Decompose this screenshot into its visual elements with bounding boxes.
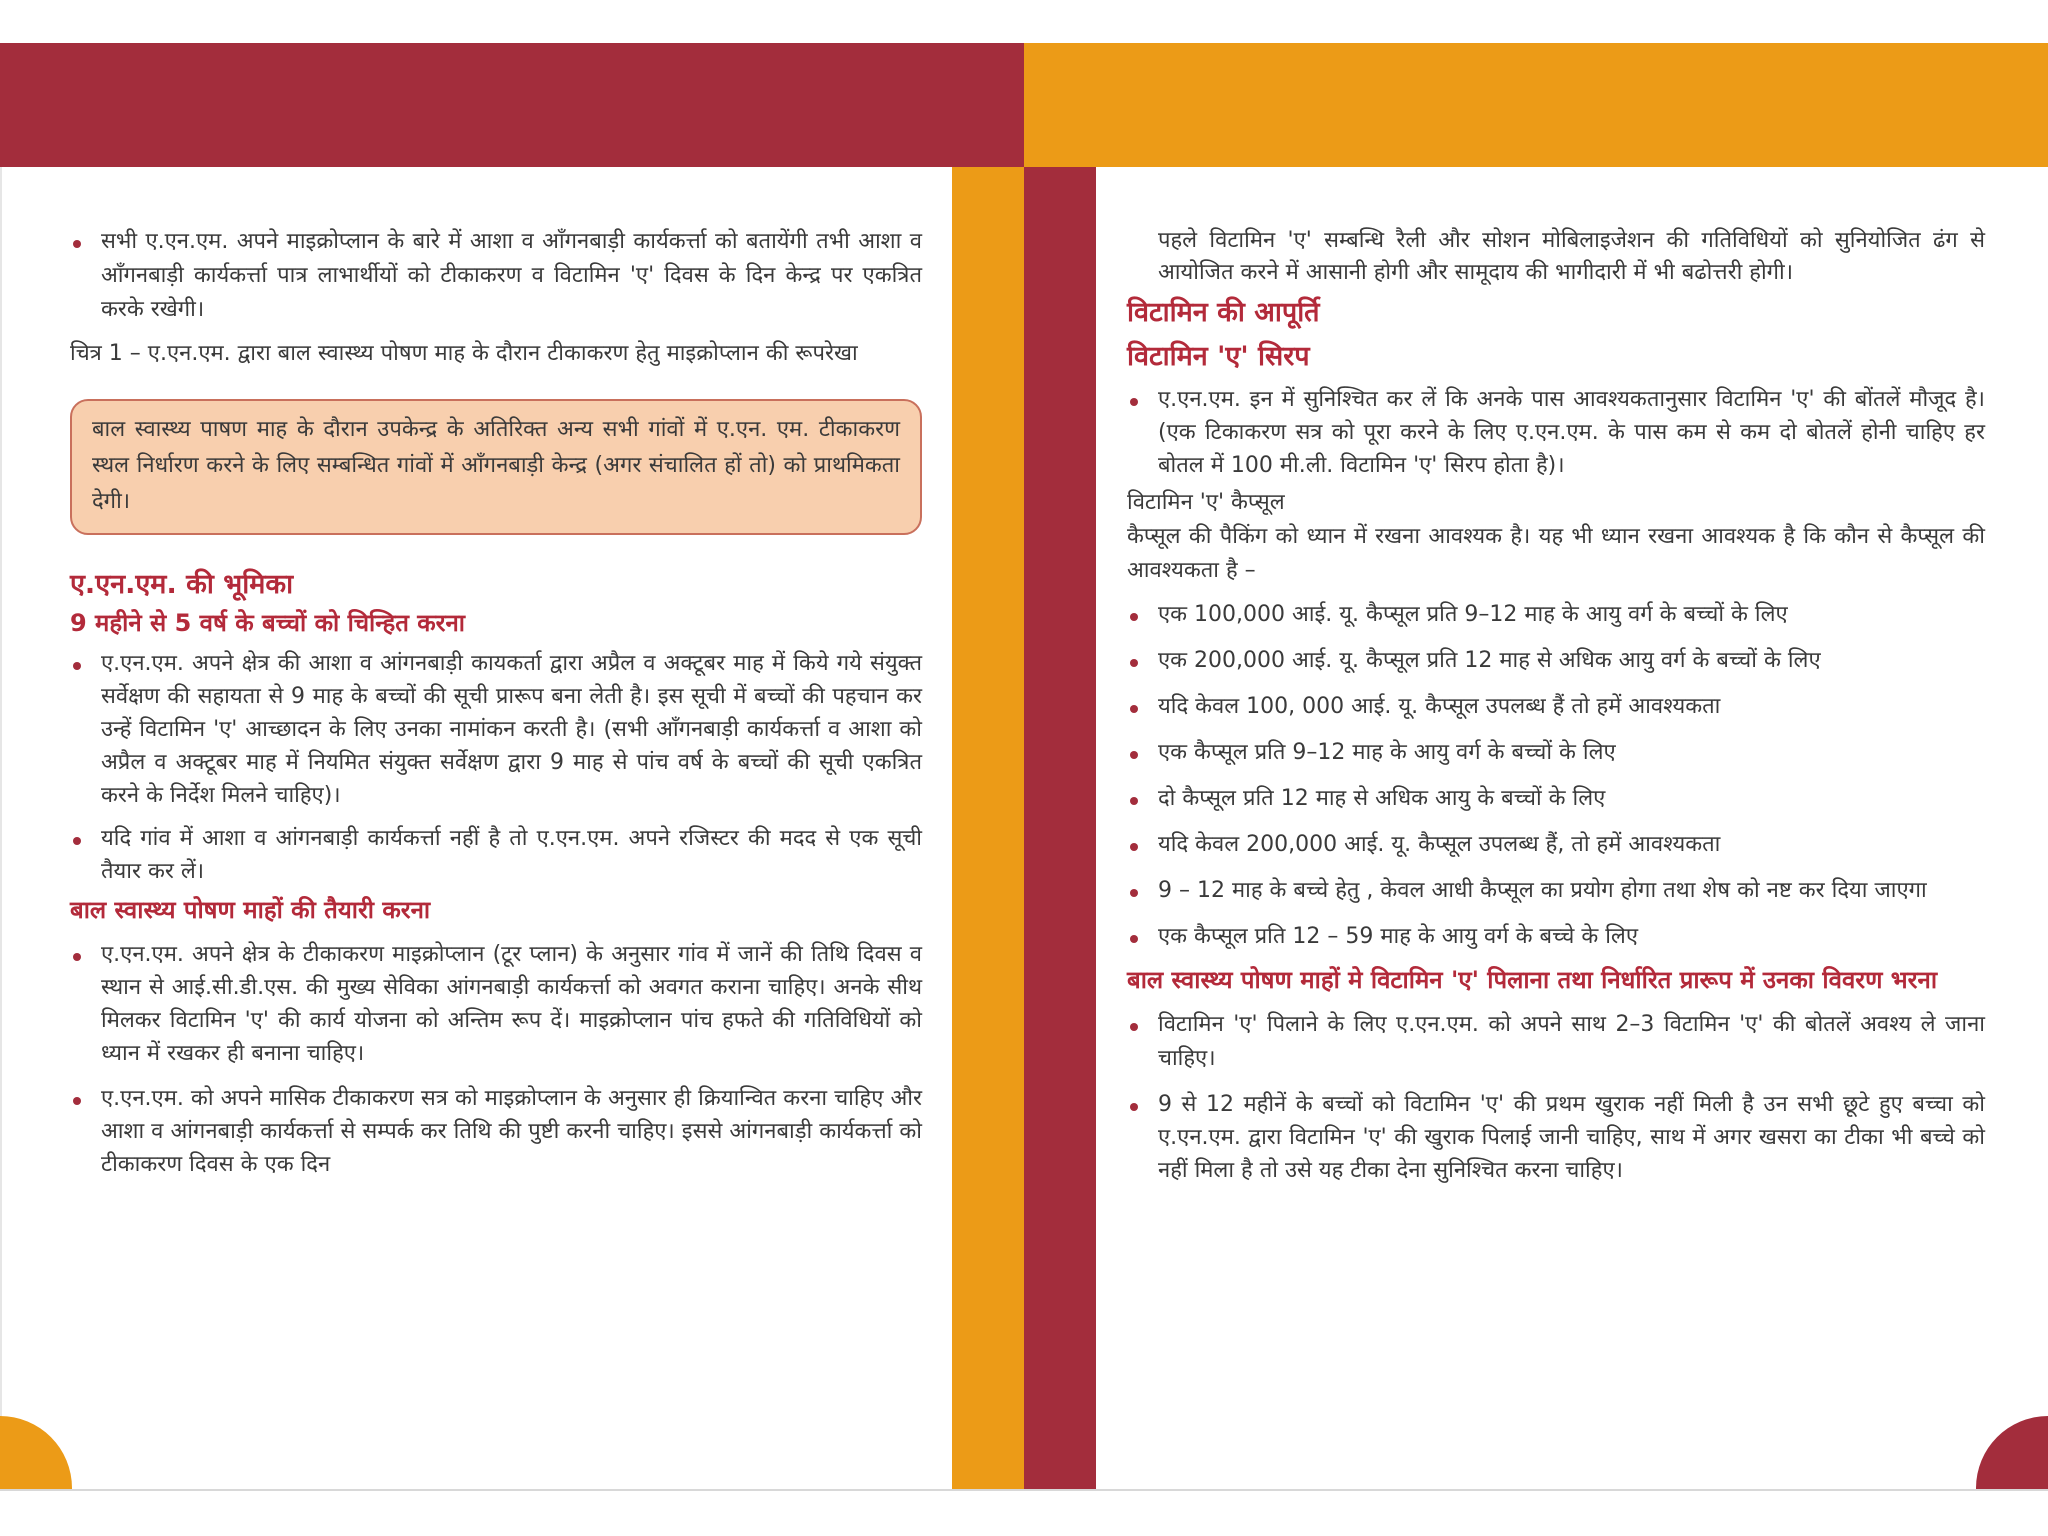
section-heading-vitamin-supply: विटामिन की आपूर्ति [1127,297,1320,328]
capsule-list [1127,598,1985,954]
capsule-note: कैप्सूल की पैकिंग को ध्यान में रखना आवश्यक है। यह भी ध्यान रखना आवश्यक है कि कौन से कैप्सूल की आवश्यकता है – [1127,524,1985,583]
capsule-label: विटामिन 'ए' कैप्सूल [1127,490,1285,515]
gutter-strip-orange [952,167,1024,1489]
page-edge [0,167,2,1489]
identify-list [70,647,922,888]
intro-list [70,225,922,327]
list-item: एक कैप्सूल प्रति 12 – 59 माह के आयु वर्ग के बच्चे के लिए [1127,920,1985,954]
list-item: ए.एन.एम. इन में सुनिश्चित कर लें कि अनके पास आवश्यकतानुसार विटामिन 'ए' की बोंतलें मौजूद है। (एक टिकाकरण सत्र को पूरा करने के लिए ए.एन.एम. के पास कम से कम दो बोतलें होनी चाहिए हर बोतल में 100 मी.ली. विटामिन 'ए' सिरप होता है)। [1127,383,1985,482]
list-item: दो कैप्सूल प्रति 12 माह से अधिक आयु के बच्चों के लिए [1127,782,1985,816]
feeding-list [1127,1008,1985,1187]
callout-box: बाल स्वास्थ्य पाषण माह के दौरान उपकेन्द्र के अतिरिक्त अन्य सभी गांवों में ए.एन. एम. टीकाकरण स्थल निर्धारण करने के लिए सम्बन्धित गांवों में आँगनबाड़ी केन्द्र (अगर संचालित हों तो) को प्राथमिकता देगी। [70,399,922,535]
list-item: यदि गांव में आशा व आंगनबाड़ी कार्यकर्त्ता नहीं है तो ए.एन.एम. अपने रजिस्टर की मदद से एक सूची तैयार कर लें। [70,822,922,888]
figure-caption: चित्र 1 – ए.एन.एम. द्वारा बाल स्वास्थ्य पोषण माह के दौरान टीकाकरण हेतु माइक्रोप्लान की रूपरेखा [70,341,858,366]
list-item: 9 – 12 माह के बच्चे हेतु , केवल आधी कैप्सूल का प्रयोग होगा तथा शेष को नष्ट कर दिया जाएगा [1127,874,1985,908]
list-item: ए.एन.एम. अपने क्षेत्र के टीकाकरण माइक्रोप्लान (टूर प्लान) के अनुसार गांव में जानें की तिथि दिवस व स्थान से आई.सी.डी.एस. की मुख्य सेविका आंगनबाड़ी कार्यकर्त्ता को अवगत कराना चाहिए। अनके सीथ मिलकर विटामिन 'ए' की कार्य योजना को अन्तिम रूप दें। माइक्रोप्लान पांच हफते की गतिविधियों को ध्यान में रखकर ही बनाना चाहिए। [70,938,922,1070]
page-number-right: 44 [1984,1419,2001,1434]
list-item: एक कैप्सूल प्रति 9–12 माह के आयु वर्ग के बच्चों के लिए [1127,736,1985,770]
subheading-identify-children: 9 महीने से 5 वर्ष के बच्चों को चिन्हित करना [70,609,466,637]
syrup-list [1127,383,1985,482]
list-item: ए.एन.एम. अपने क्षेत्र की आशा व आंगनबाड़ी कायकर्ता द्वारा अप्रैल व अक्टूबर माह में किये गये संयुक्त सर्वेक्षण की सहायता से 9 माह के बच्चों की सूची प्रारूप बना लेती है। इस सूची में बच्चों की पहचान कर उन्हें विटामिन 'ए' आच्छादन के लिए उनका नामांकन करती है। (सभी आँगनबाड़ी कार्यकर्त्ता व आशा को अप्रैल व अक्टूबर माह में नियमित संयुक्त सर्वेक्षण द्वारा 9 माह से पांच वर्ष के बच्चों की सूची एकत्रित करने के निर्देश मिलने चाहिए)। [70,647,922,812]
right-page-content [1127,225,1985,1197]
prepare-list [70,938,922,1181]
header-band-orange [1024,43,2048,167]
list-item: यदि केवल 200,000 आई. यू. कैप्सूल उपलब्ध हैं, तो हमें आवश्यकता [1127,828,1985,862]
left-page-content [70,225,922,1191]
section-heading-vitamin-feeding: बाल स्वास्थ्य पोषण माहों मे विटामिन 'ए' पिलाना तथा निर्धारित प्रारूप में उनका विवरण भरना [1127,966,1938,994]
list-item: 9 से 12 महीनें के बच्चों को विटामिन 'ए' की प्रथम खुराक नहीं मिली है उन सभी छूटे हुए बच्चा को ए.एन.एम. द्वारा विटामिन 'ए' की खुराक पिलाई जानी चाहिए, साथ में अगर खसरा का टीका भी बच्चे को नहीं मिला है तो उसे यह टीका देना सुनिश्चित करना चाहिए। [1127,1088,1985,1187]
header-band-maroon [0,43,1024,167]
section-heading-anm-role: ए.एन.एम. की भूमिका [70,569,294,600]
page-number-left: 43 [50,1419,67,1434]
list-item: ए.एन.एम. को अपने मासिक टीकाकरण सत्र को माइक्रोप्लान के अनुसार ही क्रियान्वित करना चाहिए और आशा व आंगनबाड़ी कार्यकर्त्ता से सम्पर्क कर तिथि की पुष्टी करनी चाहिए। इससे आंगनबाड़ी कार्यकर्त्ता को टीकाकरण दिवस के एक दिन [70,1082,922,1181]
bottom-divider [0,1489,2048,1491]
gutter-strip-maroon [1024,167,1096,1489]
list-item: सभी ए.एन.एम. अपने माइक्रोप्लान के बारे में आशा व आँगनबाड़ी कार्यकर्त्ता को बतायेंगी तभी आशा व आँगनबाड़ी कार्यकर्त्ता पात्र लाभार्थीयों को टीकाकरण व विटामिन 'ए' दिवस के दिन केन्द्र पर एकत्रित करके रखेगी। [70,225,922,327]
subheading-vitamin-a-syrup: विटामिन 'ए' सिरप [1127,341,1310,372]
list-item: यदि केवल 100, 000 आई. यू. कैप्सूल उपलब्ध हैं तो हमें आवश्यकता [1127,690,1985,724]
subheading-preparation: बाल स्वास्थ्य पोषण माहों की तैयारी करना [70,896,431,924]
list-item: एक 200,000 आई. यू. कैप्सूल प्रति 12 माह से अधिक आयु वर्ग के बच्चों के लिए [1127,644,1985,678]
list-item: एक 100,000 आई. यू. कैप्सूल प्रति 9–12 माह के आयु वर्ग के बच्चों के लिए [1127,598,1985,632]
list-item: विटामिन 'ए' पिलाने के लिए ए.एन.एम. को अपने साथ 2–3 विटामिन 'ए' की बोतलें अवश्य ले जाना चाहिए। [1127,1008,1985,1076]
continuation-paragraph: पहले विटामिन 'ए' सम्बन्धि रैली और सोशन मोबिलाइजेशन की गतिविधियों को सुनियोजित ढंग से आयोजित करने में आसानी होगी और सामूदाय की भागीदारी में भी बढोत्तरी होगी। [1158,228,1985,285]
